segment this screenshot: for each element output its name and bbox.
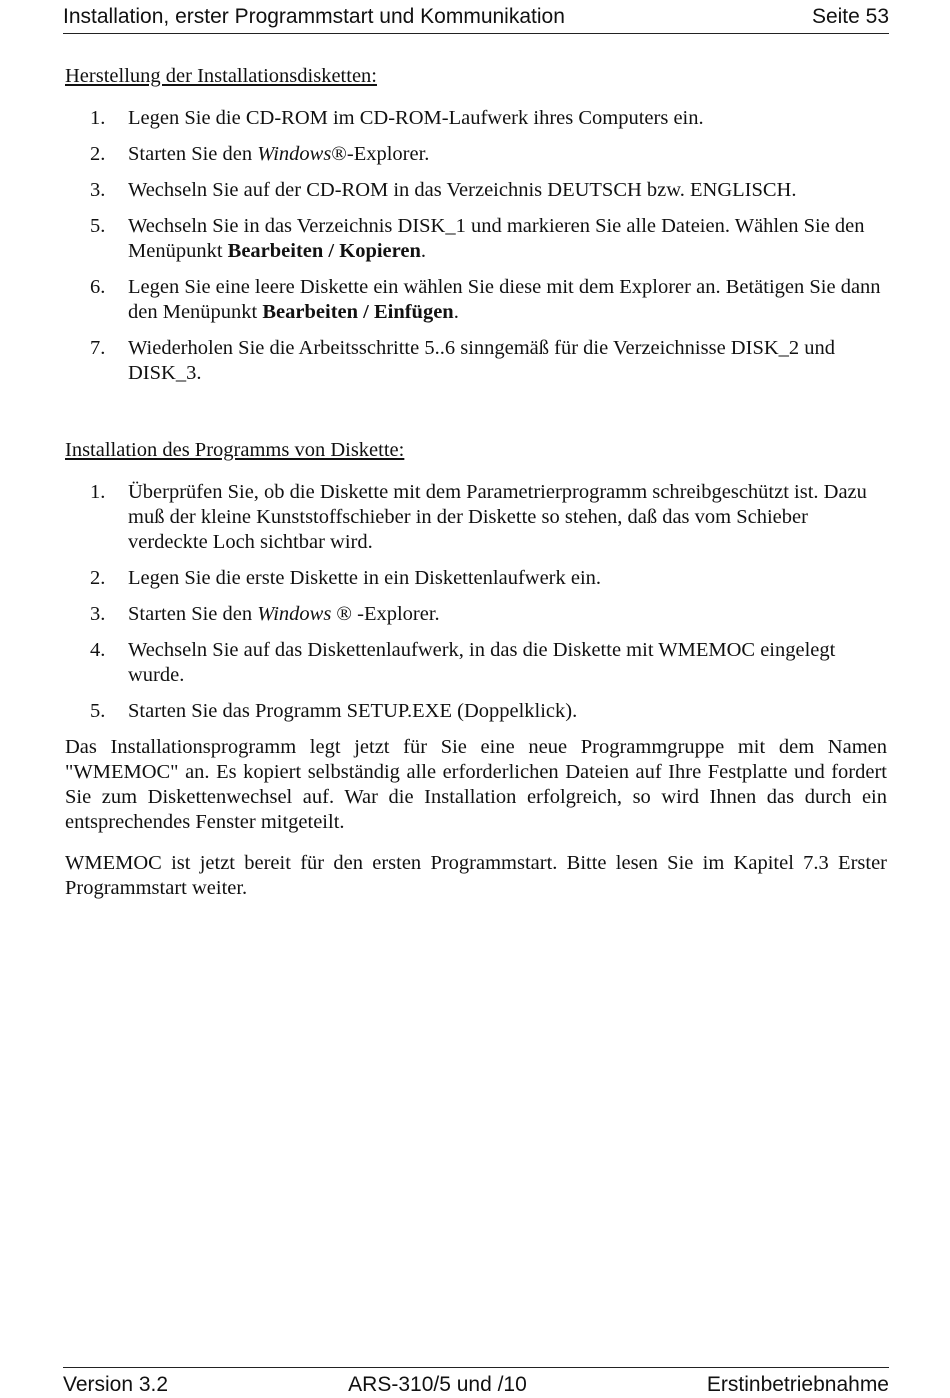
step-number: 1. (90, 481, 106, 503)
step-text: Starten Sie das Programm SETUP.EXE (Doppelklick). (128, 700, 578, 722)
step-text: Wechseln Sie in das Verzeichnis DISK_1 und markieren Sie alle Dateien. Wählen Sie den Menüpunkt Bearbeiten / Kopieren. (128, 215, 865, 262)
list-item (65, 336, 887, 386)
page-number: Seite 53 (811, 5, 889, 28)
page-content (65, 64, 887, 917)
header-title: Installation, erster Programmstart und Kommunikation (63, 5, 565, 28)
step-text: Wechseln Sie auf der CD-ROM in das Verzeichnis DEUTSCH bzw. ENGLISCH. (128, 179, 797, 201)
step-text: Legen Sie die CD-ROM im CD-ROM-Laufwerk ihres Computers ein. (128, 107, 704, 129)
step-number: 5. (90, 700, 106, 722)
step-number: 2. (90, 143, 106, 165)
list-item (65, 602, 887, 627)
list-item (65, 106, 887, 131)
list-item (65, 214, 887, 264)
step-number: 7. (90, 337, 106, 359)
list-item (65, 142, 887, 167)
list-item (65, 699, 887, 724)
step-number: 1. (90, 107, 106, 129)
installation-steps (65, 480, 887, 724)
page-footer (63, 1367, 889, 1398)
footer-chapter: Erstinbetriebnahme (706, 1373, 889, 1396)
step-text: Wechseln Sie auf das Diskettenlaufwerk, in das die Diskette mit WMEMOC eingelegt wurde. (128, 639, 836, 686)
step-number: 3. (90, 603, 106, 625)
section-title-installation: Installation des Programms von Diskette: (65, 439, 405, 461)
step-number: 6. (90, 276, 106, 298)
body-paragraph: Das Installationsprogramm legt jetzt für Sie eine neue Programmgruppe mit dem Namen "WMEMOC" an. Es kopiert selbständig alle erforderlichen Dateien auf Ihre Festplatte und fordert Sie zum Diskettenwechsel auf. War die Installation erfolgreich, so wird Ihnen das durch ein entsprechendes Fenster mitgeteilt. (65, 736, 887, 833)
step-text: Wiederholen Sie die Arbeitsschritte 5..6 sinngemäß für die Verzeichnisse DISK_2 und DISK_3. (128, 337, 836, 384)
step-number: 5. (90, 215, 106, 237)
footer-version: Version 3.2 (63, 1373, 169, 1396)
footer-product: ARS-310/5 und /10 (348, 1373, 527, 1396)
list-item (65, 638, 887, 688)
page-header (63, 4, 889, 34)
step-number: 3. (90, 179, 106, 201)
list-item (65, 178, 887, 203)
list-item (65, 566, 887, 591)
step-text: Überprüfen Sie, ob die Diskette mit dem Parametrierprogramm schreibgeschützt ist. Dazu muß der kleine Kunststoffschieber in der Diskette so stehen, daß das vom Schieber verdeckte Loch sichtbar wird. (128, 481, 867, 553)
step-text: Starten Sie den Windows ® -Explorer. (128, 603, 440, 625)
list-item (65, 275, 887, 325)
step-text: Legen Sie eine leere Diskette ein wählen Sie diese mit dem Explorer an. Betätigen Sie dann den Menüpunkt Bearbeiten / Einfügen. (128, 276, 881, 323)
step-number: 4. (90, 639, 106, 661)
body-paragraph: WMEMOC ist jetzt bereit für den ersten Programmstart. Bitte lesen Sie im Kapitel 7.3 Erster Programmstart weiter. (65, 852, 887, 899)
disketten-steps (65, 106, 887, 386)
step-text: Starten Sie den Windows®-Explorer. (128, 143, 430, 165)
step-number: 2. (90, 567, 106, 589)
section-title-disketten: Herstellung der Installationsdisketten: (65, 65, 377, 87)
step-text: Legen Sie die erste Diskette in ein Diskettenlaufwerk ein. (128, 567, 602, 589)
list-item (65, 480, 887, 555)
